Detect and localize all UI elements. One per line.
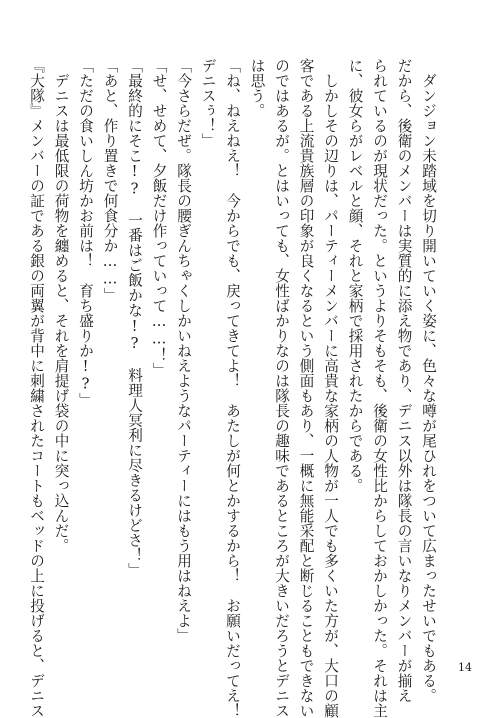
text-line: デニスぅ！」: [199, 58, 217, 148]
text-line: られているのが現状だった。というよりそもそも、後衛の女性比からしておかしかった。それは主: [371, 58, 388, 718]
text-line: に、彼女らがレベルと顔、それと家柄で採用されたからである。: [346, 58, 364, 493]
text-line: ダンジョン未踏域を切り開いていく姿に、色々な噂が尾ひれをついて広まったせいでもある。: [420, 72, 437, 703]
text-line: 「今さらだぜ。隊長の腰ぎんちゃくしかいねえようなパーティーにはもう用はねえよ」: [175, 58, 192, 643]
text-line: しかしその辺りは、パーティーメンバーに高貴な家柄の人物が一人でも多くいた方が、大口の顧: [322, 72, 339, 718]
text-line: 「ただの食いしん坊かお前は！ 育ち盛りか!?」: [77, 58, 94, 408]
body-text: [24, 58, 441, 718]
text-line: 「ね、ねえねえ！ 今からでも、戻ってきてよ！ あたしが何とかするから！ お願いだってえ！: [224, 58, 241, 718]
text-line: 客である上流貴族層の印象が良くなるという側面もあり、一概に無能采配と断じることもできない: [297, 58, 315, 718]
text-line: 「せ、せめて、夕飯だけ作っていって……！」: [150, 58, 168, 378]
text-line: は思う。: [248, 58, 266, 118]
text-line: 「あと、作り置きで何食分か……」: [101, 58, 119, 303]
page-number: 14: [458, 661, 472, 674]
text-line: 「最終的にそこ!? 一番はご飯かな!? 料理人冥利に尽きるけどさ！」: [126, 58, 143, 578]
text-line: デニスは最低限の荷物を纏めると、それを肩提げ袋の中に突っ込んだ。: [52, 72, 70, 553]
text-line: のではあるが。とはいっても、女性ばかりなのは隊長の趣味であるところが大きいだろうとデニス: [273, 58, 290, 718]
text-line: だから、後衛のメンバーは実質的に添え物であり、デニス以外は隊長の言いなりメンバーが揃え: [395, 58, 413, 703]
text-line: 『大隊』メンバーの証である銀の両翼が背中に刺繍されたコートもベッドの上に投げると、デニス: [28, 58, 45, 718]
